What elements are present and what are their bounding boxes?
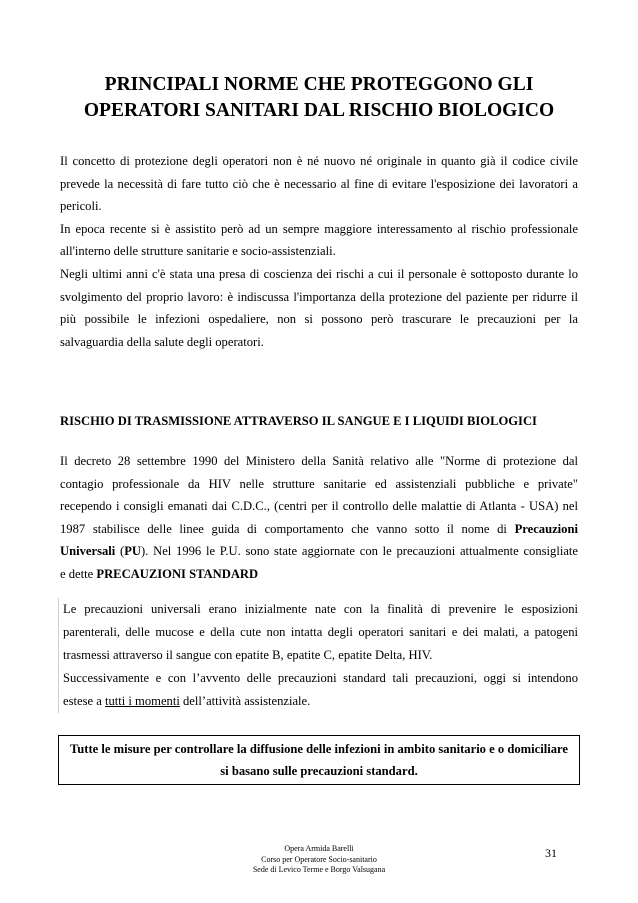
intro-line: pericoli.	[60, 199, 102, 214]
intro-line: In epoca recente si è assistito però ad un sempre maggiore interessamento al rischio professionale	[60, 221, 578, 236]
intro-line: più possibile le infezioni ospedaliere, non si possono però trascurare le precauzioni per la	[60, 312, 578, 327]
footer-line-3: Sede di Levico Terme e Borgo Valsugana	[252, 865, 386, 874]
section2-line: contagio professionale da HIV nelle strutture sanitarie ed assistenziali pubbliche e private"	[60, 476, 578, 491]
section-heading: RISCHIO DI TRASMISSIONE ATTRAVERSO IL SANGUE E I LIQUIDI BIOLOGICI	[60, 414, 537, 428]
page-number: 31	[545, 846, 557, 860]
callout-box	[58, 735, 580, 785]
intro-line: all'interno delle strutture sanitarie e socio-assistenziali.	[60, 244, 336, 259]
bold-term: PRECAUZIONI STANDARD	[96, 566, 259, 581]
title-line-2: OPERATORI SANITARI DAL RISCHIO BIOLOGICO	[83, 100, 555, 121]
page-footer	[0, 844, 638, 876]
section2-text: ). Nel 1996 le P.U. sono state aggiornate con le precauzioni attualmente consigliate	[141, 544, 578, 559]
boxed-text: dell’attività assistenziale.	[179, 694, 311, 708]
title-line-1: PRINCIPALI NORME CHE PROTEGGONO GLI	[104, 74, 534, 95]
boxed-paragraph	[58, 598, 578, 713]
bold-term: Precauzioni	[514, 521, 578, 536]
section2-line: Il decreto 28 settembre 1990 del Ministero della Sanità relativo alle "Norme di protezione dal	[60, 454, 578, 468]
callout-line-1: Tutte le misure per controllare la diffusione delle infezioni in ambito sanitario e o domiciliare	[70, 742, 568, 756]
boxed-line	[63, 690, 578, 713]
callout-line-2: si basano sulle precauzioni standard.	[220, 764, 418, 778]
footer-line-2: Corso per Operatore Socio-sanitario	[261, 854, 377, 864]
intro-line: salvaguardia della salute degli operatori.	[60, 334, 264, 349]
section2-line	[60, 518, 578, 541]
boxed-line: Successivamente e con l’avvento delle precauzioni standard tali precauzioni, oggi si intendono	[63, 671, 578, 685]
underlined-term: tutti i momenti	[104, 694, 180, 708]
page-title	[60, 72, 578, 124]
section2-text: (	[115, 544, 125, 559]
bold-term: Universali	[60, 544, 116, 559]
boxed-line: parenterali, delle mucose e della cute non intatta degli operatori sanitari e dei malati, a patogeni	[63, 625, 578, 639]
section2-line	[60, 563, 578, 586]
section2-text: 1987 stabilisce delle linee guida di comportamento che vanno sotto il nome di	[60, 521, 515, 536]
bold-term: PU	[124, 544, 142, 559]
intro-line: prevede la necessità di fare tutto ciò che è necessario al fine di evitare l'esposizione dei lavoratori a	[60, 176, 578, 191]
intro-line: Negli ultimi anni c'è stata una presa di coscienza dei rischi a cui il personale è sottoposto durante lo	[60, 266, 578, 281]
section2-line	[60, 540, 578, 563]
footer-line-1: Opera Armida Barelli	[284, 844, 354, 853]
intro-paragraph	[60, 150, 578, 353]
intro-line: Il concetto di protezione degli operatori non è né nuovo né originale in quanto già il codice civile	[60, 154, 578, 168]
boxed-line: Le precauzioni universali erano inizialmente nate con la finalità di prevenire le esposizioni	[63, 602, 578, 616]
section2-text: e dette	[60, 566, 97, 581]
section2-paragraph	[60, 450, 578, 586]
intro-line: svolgimento del proprio lavoro: è indiscussa l'importanza della protezione del paziente per ridurre il	[60, 289, 578, 304]
boxed-line: trasmessi attraverso il sangue con epatite B, epatite C, epatite Delta, HIV.	[63, 648, 433, 662]
section2-line: recependo i consigli emanati dai C.D.C., (centri per il controllo delle malattie di Atlanta - USA) nel	[60, 499, 578, 514]
boxed-text: estese a	[63, 694, 105, 708]
